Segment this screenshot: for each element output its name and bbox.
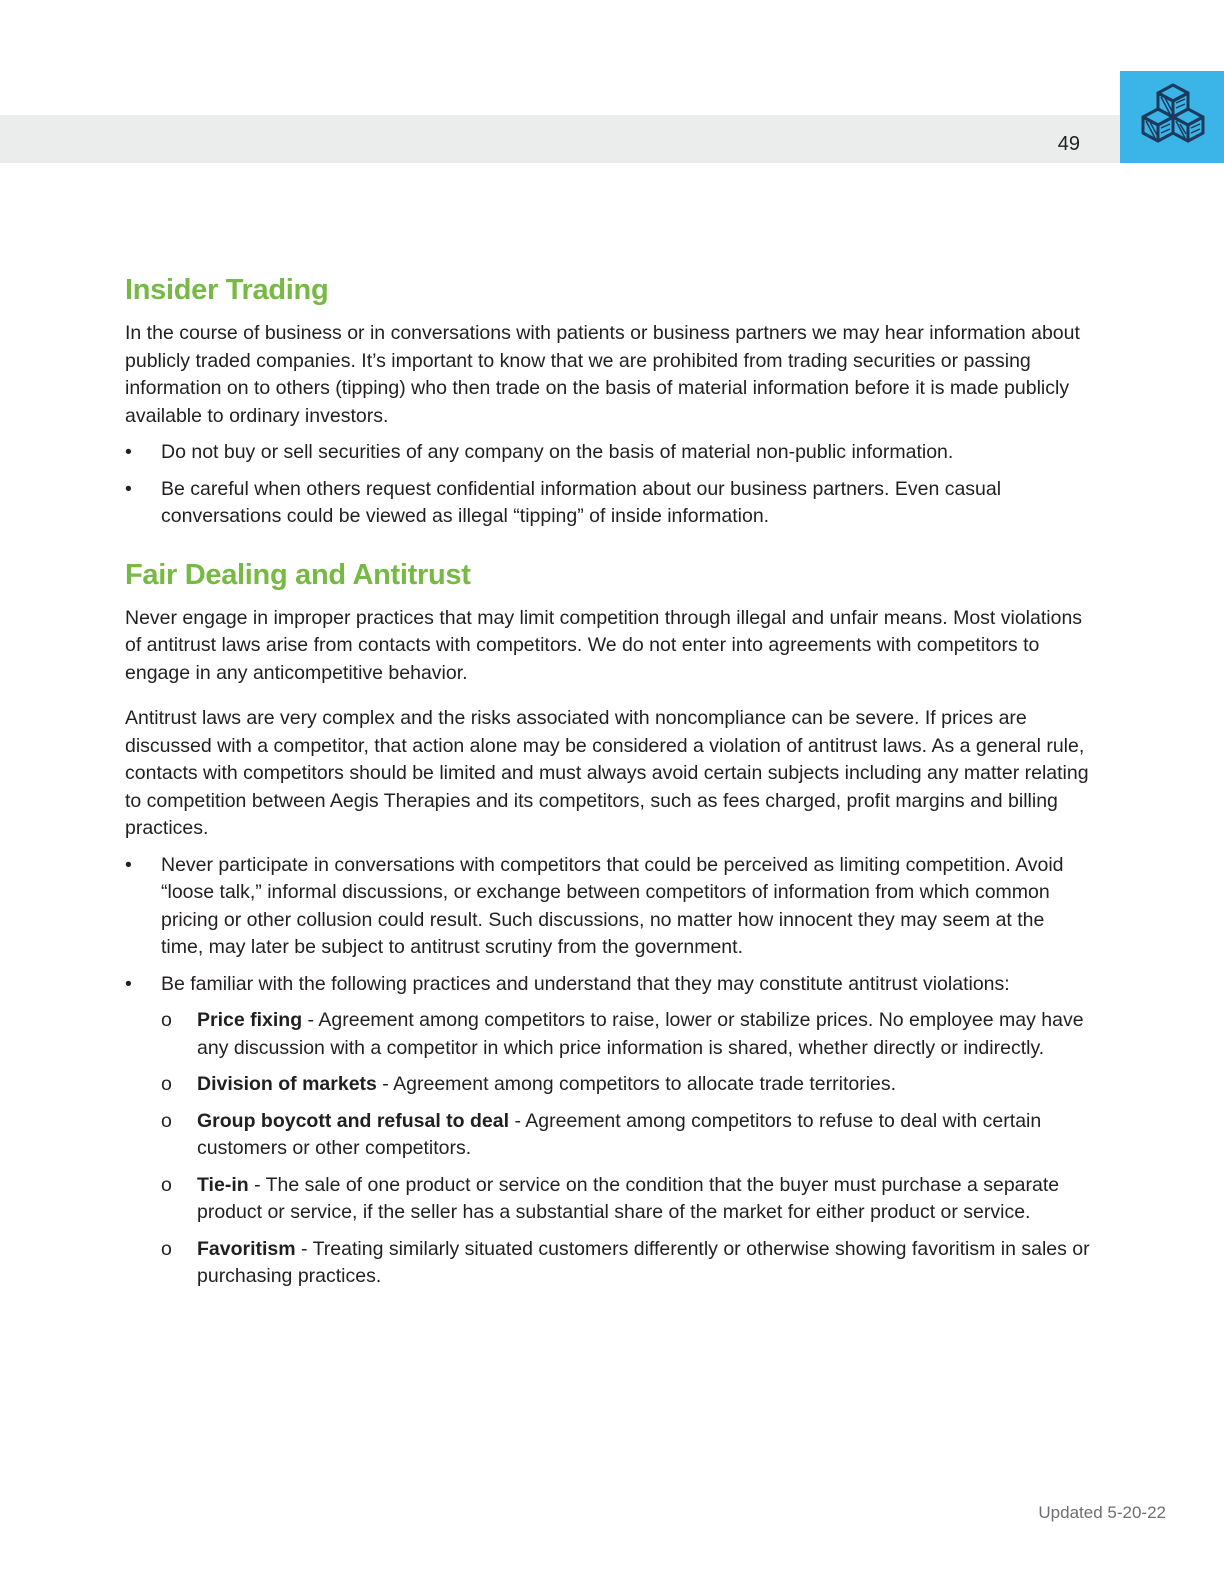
- antitrust-paragraph: Antitrust laws are very complex and the risks associated with noncompliance can be severe. If prices are discussed with a competitor, that action alone may be considered a violation of antitrust laws. As a general rule, contacts with competitors should be limited and must always avoid certain subjects including any matter relating to competition between Aegis Therapies and its competitors, such as fees charged, profit margins and billing practices.: [125, 707, 1089, 839]
- practice-description: - Agreement among competitors to refuse to deal with certain customers or other competitors.: [197, 1109, 1042, 1159]
- fair-dealing-heading: Fair Dealing and Antitrust: [125, 558, 471, 591]
- header-band: [0, 115, 1120, 163]
- sub-bullet-marker: o: [161, 1237, 172, 1260]
- practice-item: [161, 1172, 1090, 1227]
- page-content: [125, 272, 1090, 1291]
- practice-item: [161, 1007, 1090, 1062]
- logo-badge: [1120, 71, 1224, 163]
- bullet-text: Be careful when others request confidential information about our business partners. Even casual conversations could be viewed as illegal “tipping” of inside information.: [161, 477, 1002, 527]
- sub-bullet-marker: o: [161, 1073, 172, 1095]
- bullet-marker: •: [125, 441, 132, 463]
- list-item: [125, 476, 1090, 531]
- sub-bullet-marker: o: [161, 1009, 172, 1031]
- bullet-marker: •: [125, 972, 132, 995]
- list-item: [125, 852, 1090, 962]
- insider-trading-paragraph: In the course of business or in conversations with patients or business partners we may hear information about publicly traded companies. It’s important to know that we are prohibited from trading securities or passing information on to others (tipping) who then trade on the basis of material information before it is made publicly available to ordinary investors.: [125, 322, 1080, 427]
- practice-term: Tie-in: [197, 1173, 249, 1196]
- bullet-marker: •: [125, 477, 132, 500]
- practice-term: Group boycott and refusal to deal: [197, 1109, 510, 1132]
- insider-trading-heading: Insider Trading: [125, 274, 329, 306]
- practice-item: [161, 1108, 1090, 1163]
- sub-bullet-marker: o: [161, 1173, 172, 1196]
- practice-term: Favoritism: [197, 1237, 296, 1260]
- sub-bullet-marker: o: [161, 1109, 172, 1132]
- practice-term: Division of markets: [197, 1073, 377, 1095]
- practice-description: - Agreement among competitors to allocate trade territories.: [376, 1073, 897, 1095]
- practice-description: - Treating similarly situated customers differently or otherwise showing favoritism in sales or purchasing practices.: [197, 1237, 1090, 1287]
- antitrust-bullets: [125, 852, 1090, 1291]
- bullet-text: Never participate in conversations with competitors that could be perceived as limiting competition. Avoid “loose talk,” informal discussions, or exchange between competitors of information from which common pricing or other collusion could result. Such discussions, no matter how innocent they may seem at the time, may later be subject to antitrust scrutiny from the government.: [161, 853, 1064, 958]
- bullet-text: Do not buy or sell securities of any company on the basis of material non-public information.: [161, 441, 954, 463]
- list-item: [125, 971, 1090, 1291]
- list-item: [125, 439, 1090, 467]
- fair-dealing-paragraph: Never engage in improper practices that may limit competition through illegal and unfair means. Most violations of antitrust laws arise from contacts with competitors. We do not enter into agreements with competitors to engage in any anticompetitive behavior.: [125, 606, 1083, 684]
- practices-list: [161, 1007, 1090, 1291]
- practice-item: [161, 1236, 1090, 1291]
- practice-item: [161, 1071, 1090, 1099]
- stacked-cubes-icon: [1128, 81, 1218, 153]
- updated-date: Updated 5-20-22: [1038, 1503, 1166, 1522]
- page-number: 49: [1057, 133, 1080, 155]
- bullet-text: Be familiar with the following practices and understand that they may constitute antitrust violations:: [161, 972, 1010, 995]
- insider-trading-bullets: [125, 439, 1090, 531]
- practice-description: - The sale of one product or service on the condition that the buyer must purchase a separate product or service, if the seller has a substantial share of the market for either product or service.: [197, 1173, 1060, 1223]
- practice-description: - Agreement among competitors to raise, lower or stabilize prices. No employee may have any discussion with a competitor in which price information is shared, whether directly or indirectly.: [197, 1009, 1084, 1059]
- bullet-marker: •: [125, 853, 132, 876]
- practice-term: Price fixing: [197, 1009, 303, 1031]
